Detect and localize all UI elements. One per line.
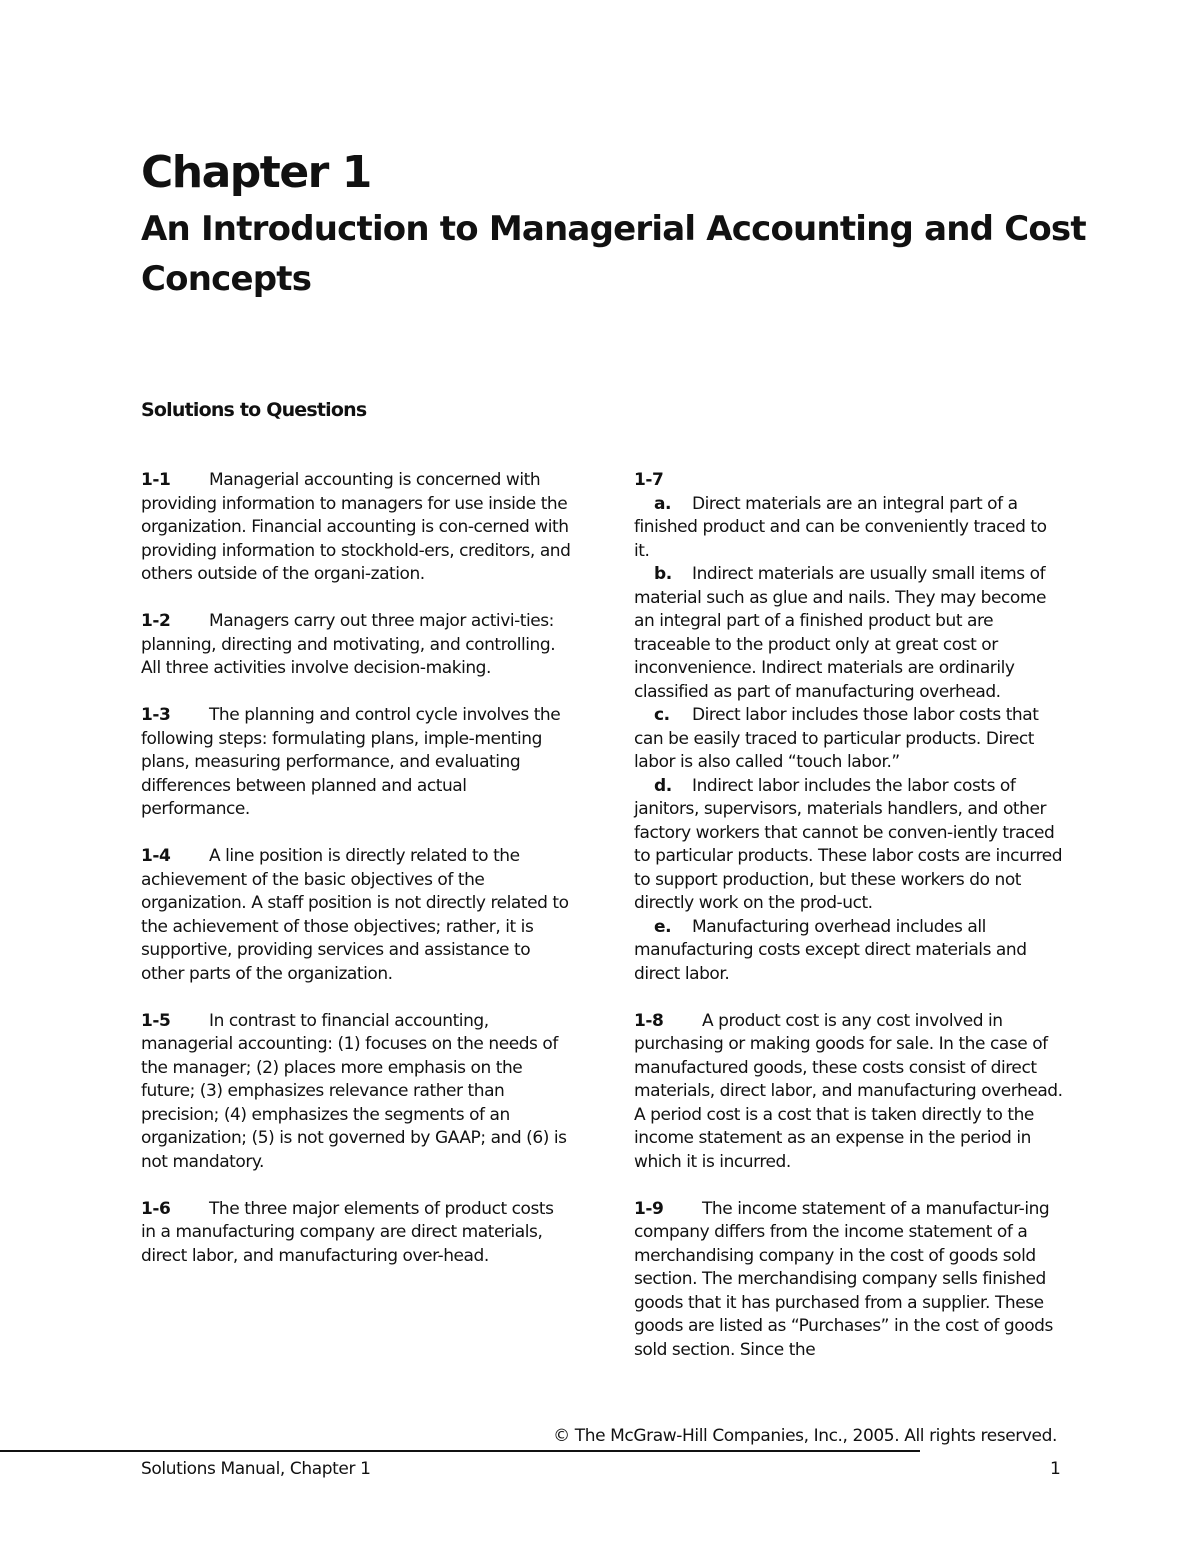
sub-answer-text: Indirect labor includes the labor costs of janitors, supervisors, materials handlers, and other factory workers that cannot be conven-iently traced to particular products. These labor costs are incurred to support production, but these workers do not directly work on the prod-uct. (634, 775, 1063, 913)
question-number: 1-5 (141, 1010, 171, 1031)
sub-answer (634, 704, 1066, 775)
sub-answer-label: c. (654, 705, 670, 725)
question-number: 1-4 (141, 846, 171, 866)
footer-divider (0, 1450, 920, 1452)
question-number: 1-1 (141, 470, 171, 490)
sub-answer-label: d. (654, 775, 672, 796)
sub-answer (634, 916, 1066, 987)
question-answer (141, 1010, 571, 1175)
question-number: 1-9 (634, 1198, 664, 1219)
answer-text: The planning and control cycle involves the following steps: formulating plans, imple-menting plans, measuring performance, and evaluating differences between planned and actual performance. (141, 705, 561, 819)
question-answer (141, 610, 571, 681)
sub-answer-text: Direct materials are an integral part of a finished product and can be conveniently traced to it. (634, 493, 1047, 561)
question-answer (141, 469, 571, 587)
question-number: 1-6 (141, 1198, 171, 1219)
question-number: 1-3 (141, 705, 171, 725)
chapter-title: Chapter 1 (141, 147, 371, 198)
right-column (634, 469, 1066, 1386)
sub-answer (634, 563, 1066, 704)
sub-answer (634, 775, 1066, 916)
sub-answer-label: b. (654, 564, 672, 584)
question-number: 1-7 (634, 470, 664, 490)
sub-answer-text: Indirect materials are usually small items of material such as glue and nails. They may become an integral part of a finished product but are traceable to the product only at great cost or inconvenience. Indirect materials are ordinarily classified as part of manufacturing overhead. (634, 564, 1046, 702)
answer-text: The three major elements of product costs in a manufacturing company are direct materials, direct labor, and manufacturing over-head. (141, 1198, 554, 1266)
page-number: 1 (1050, 1459, 1061, 1479)
question-number: 1-8 (634, 1010, 664, 1031)
answer-text: Managers carry out three major activi-ties: planning, directing and motivating, and controlling. All three activities involve decision-making. (141, 611, 556, 678)
sub-answer-label: a. (654, 493, 672, 514)
chapter-subtitle: An Introduction to Managerial Accounting and Cost Concepts (141, 209, 1086, 299)
answer-text: A line position is directly related to the achievement of the basic objectives of the organization. A staff position is not directly related to the achievement of those objectives; rather, it is supportive, providing services and assistance to other parts of the organization. (141, 846, 569, 984)
section-heading: Solutions to Questions (141, 399, 367, 421)
question-answer (141, 1198, 571, 1269)
footer-manual-title: Solutions Manual, Chapter 1 (141, 1459, 371, 1479)
answer-text: The income statement of a manufactur-ing company differs from the income statement of a merchandising company in the cost of goods sold section. The merchandising company sells finished goods that it has purchased from a supplier. These goods are listed as “Purchases” in the cost of goods sold section. Since the (634, 1198, 1053, 1360)
question-answer (634, 469, 1066, 986)
answer-text: In contrast to financial accounting, managerial accounting: (1) focuses on the needs of the manager; (2) places more emphasis on the future; (3) emphasizes relevance rather than precision; (4) emphasizes the segments of an organization; (5) is not governed by GAAP; and (6) is not mandatory. (141, 1010, 567, 1172)
left-column (141, 469, 571, 1292)
sub-answer-text: Manufacturing overhead includes all manufacturing costs except direct materials and direct labor. (634, 916, 1027, 984)
question-answer (141, 845, 571, 986)
sub-answer-text: Direct labor includes those labor costs that can be easily traced to particular products. Direct labor is also called “touch labor.” (634, 705, 1039, 772)
answer-text: A product cost is any cost involved in purchasing or making goods for sale. In the case of manufactured goods, these costs consist of direct materials, direct labor, and manufacturing overhead. A period cost is a cost that is taken directly to the income statement as an expense in the period in which it is incurred. (634, 1010, 1063, 1172)
question-answer (141, 704, 571, 822)
answer-text: Managerial accounting is concerned with providing information to managers for use inside the organization. Financial accounting is con-cerned with providing information to stockhold-ers, creditors, and others outside of the organi-zation. (141, 470, 571, 584)
question-number: 1-2 (141, 611, 171, 631)
question-answer (634, 1198, 1066, 1363)
sub-answer (634, 493, 1066, 564)
question-answer (634, 1010, 1066, 1175)
sub-answer-label: e. (654, 916, 672, 937)
copyright-notice: © The McGraw-Hill Companies, Inc., 2005. All rights reserved. (553, 1426, 1057, 1446)
